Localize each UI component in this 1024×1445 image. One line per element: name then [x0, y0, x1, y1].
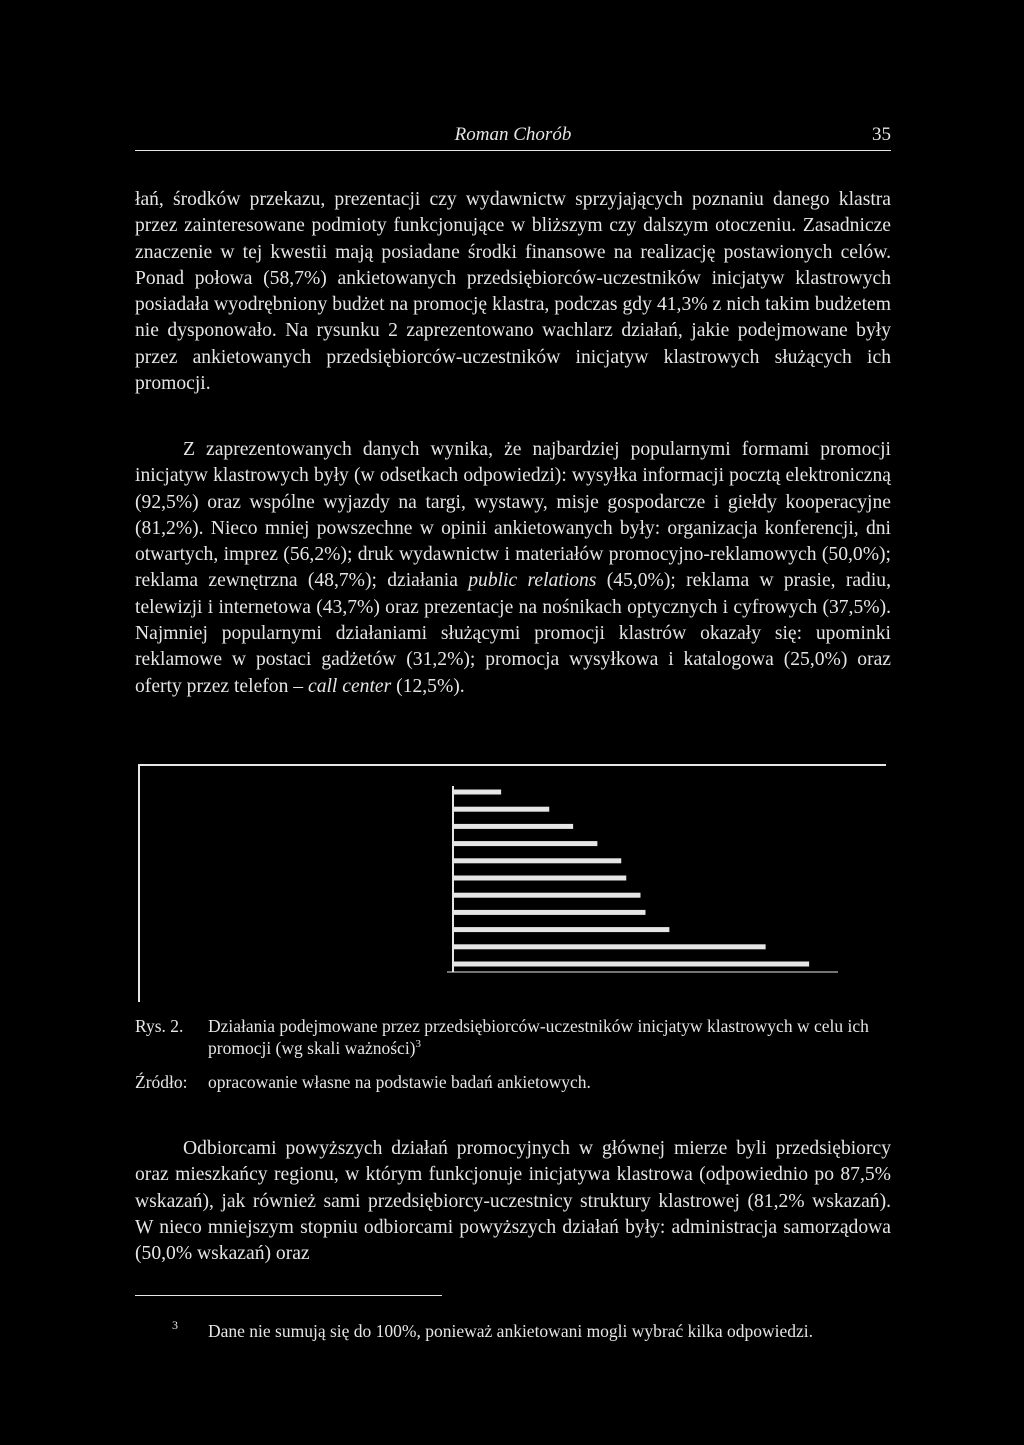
- caption-footnote-ref: 3: [415, 1038, 422, 1051]
- caption-text: Działania podejmowane przez przedsiębiorców-uczestników inicjatyw klastrowych w celu ich promocji (wg skali ważności): [208, 1016, 869, 1058]
- paragraph-1: łań, środków przekazu, prezentacji czy wydawnictw sprzyjających poznaniu danego klastra przez zainteresowane podmioty funkcjonujące w bliższym czy dalszym otoczeniu. Zasadnicze znaczenie w tej kwestii mają posiadane środki finansowe na realizację postawionych celów. Ponad połowa (58,7%) ankietowanych przedsiębiorców-uczestników inicjatyw klastrowych posiadała wyodrębniony budżet na promocję klastra, podczas gdy 41,3% z nich takim budżetem nie dysponowało. Na rysunku 2 zaprezentowano wachlarz działań, jakie podejmowane były przez ankietowanych przedsiębiorców-uczestników inicjatyw klastrowych służących ich promocji.: [135, 189, 891, 395]
- footnote-rule: [135, 1295, 442, 1296]
- paragraph-2-part-3: (12,5%).: [391, 675, 465, 697]
- paragraph-3: Odbiorcami powyższych działań promocyjnych w głównej mierze byli przedsiębiorcy oraz mieszkańcy regionu, w którym funkcjonuje inicjatywa klastrowa (odpowiednio po 87,5% wskazań), jak również sami przedsiębiorcy-uczestnicy struktury klastrowej (81,2% wskazań). W nieco mniejszym stopniu odbiorcami powyższych działań były: administracja samorządowa (50,0% wskazań) oraz: [135, 1138, 891, 1265]
- chart-bar: [453, 841, 597, 846]
- paragraph-2-italic-1: public relations: [468, 570, 597, 592]
- paragraph-2-part-1: Z zaprezentowanych danych wynika, że najbardziej popularnymi formami promocji inicjatyw klastrowych były (w odsetkach odpowiedzi): wysyłka informacji pocztą elektroniczną (92,5%) oraz wspólne wyjazdy na targi, wystawy, misje gospodarcze i giełdy kooperacyjne (81,2%). Nieco mniej powszechne w opinii ankietowanych były: organizacja konferencji, dni otwartych, imprez (56,2%); druk wydawnictw i materiałów promocyjno-reklamowych (50,0%); reklama zewnętrzna (48,7%); działania: [135, 439, 891, 592]
- footnote-number: 3: [172, 1318, 178, 1332]
- running-header: [135, 124, 891, 151]
- bar-chart: [138, 764, 890, 1004]
- source-label: Źródło:: [135, 1072, 188, 1092]
- page-number: 35: [872, 124, 891, 145]
- chart-bar: [453, 910, 646, 915]
- chart-bar: [453, 962, 809, 967]
- figure-frame: [138, 764, 890, 1004]
- caption-label: Rys. 2.: [135, 1016, 184, 1036]
- chart-bar: [453, 876, 626, 881]
- chart-bar: [453, 893, 640, 898]
- chart-bar: [453, 927, 669, 932]
- chart-bar: [453, 944, 766, 949]
- paragraph-2-part-2: (45,0%); reklama w prasie, radiu, telewizji i internetowa (43,7%) oraz prezentacje na nośnikach optycznych i cyfrowych (37,5%). Najmniej popularnymi działaniami służącymi promocji klastrów okazały się: upominki reklamowe w postaci gadżetów (31,2%); promocja wysyłkowa i katalogowa (25,0%) oraz oferty przez telefon –: [135, 570, 891, 697]
- paragraph-2-italic-2: call center: [308, 675, 392, 697]
- chart-bar: [453, 807, 549, 812]
- chart-bar: [453, 858, 621, 863]
- footnote-text: Dane nie sumują się do 100%, ponieważ ankietowani mogli wybrać kilka odpowiedzi.: [208, 1321, 814, 1341]
- chart-bar: [453, 824, 573, 829]
- caption-text-wrap: [208, 1015, 898, 1059]
- chart-bar: [453, 790, 501, 795]
- paragraph-2: [135, 437, 891, 700]
- source-text: opracowanie własne na podstawie badań ankietowych.: [208, 1072, 591, 1092]
- header-author: Roman Chorób: [454, 124, 572, 145]
